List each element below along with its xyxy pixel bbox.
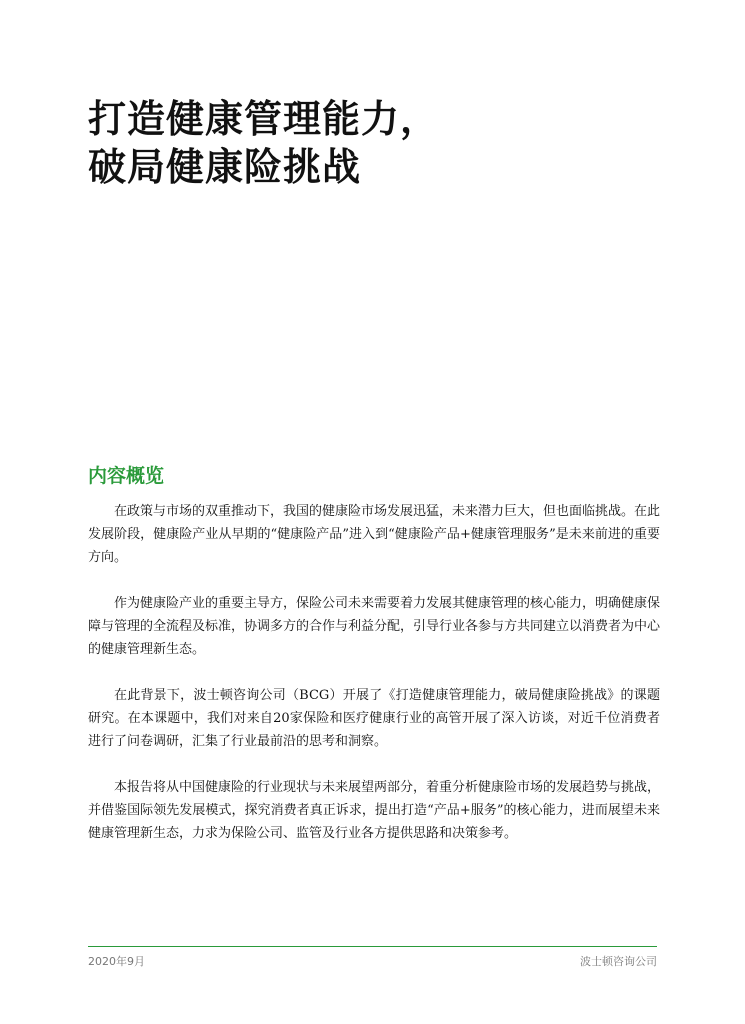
footer-divider bbox=[88, 946, 657, 947]
footer-date: 2020年9月 bbox=[88, 955, 145, 968]
page-title bbox=[88, 95, 668, 191]
section-heading: 内容概览 bbox=[88, 465, 165, 487]
paragraph-2: 作为健康险产业的重要主导方，保险公司未来需要着力发展其健康管理的核心能力，明确健康保障与管理的全流程及标准，协调多方的合作与利益分配，引导行业各参与方共同建立以消费者为中心的健康管理新生态。 bbox=[88, 596, 661, 657]
paragraph-4: 本报告将从中国健康险的行业现状与未来展望两部分，着重分析健康险市场的发展趋势与挑战，并借鉴国际领先发展模式，探究消费者真正诉求，提出打造“产品+服务”的核心能力，进而展望未来健康管理新生态，力求为保险公司、监管及行业各方提供思路和决策参考。 bbox=[88, 780, 661, 841]
page-title-line-1: 打造健康管理能力， bbox=[88, 97, 440, 141]
overview-body bbox=[88, 500, 660, 868]
paragraph-1: 在政策与市场的双重推动下，我国的健康险市场发展迅猛，未来潜力巨大，但也面临挑战。在此发展阶段，健康险产业从早期的“健康险产品”进入到“健康险产品+健康管理服务”是未来前进的重要方向。 bbox=[88, 504, 661, 565]
page-title-line-2: 破局健康险挑战 bbox=[88, 145, 362, 189]
paragraph-3: 在此背景下，波士顿咨询公司（BCG）开展了《打造健康管理能力，破局健康险挑战》的课题研究。在本课题中，我们对来自20家保险和医疗健康行业的高管开展了深入访谈，对近千位消费者进行了问卷调研，汇集了行业最前沿的思考和洞察。 bbox=[88, 688, 660, 749]
footer-organization: 波士顿咨询公司 bbox=[580, 955, 657, 968]
